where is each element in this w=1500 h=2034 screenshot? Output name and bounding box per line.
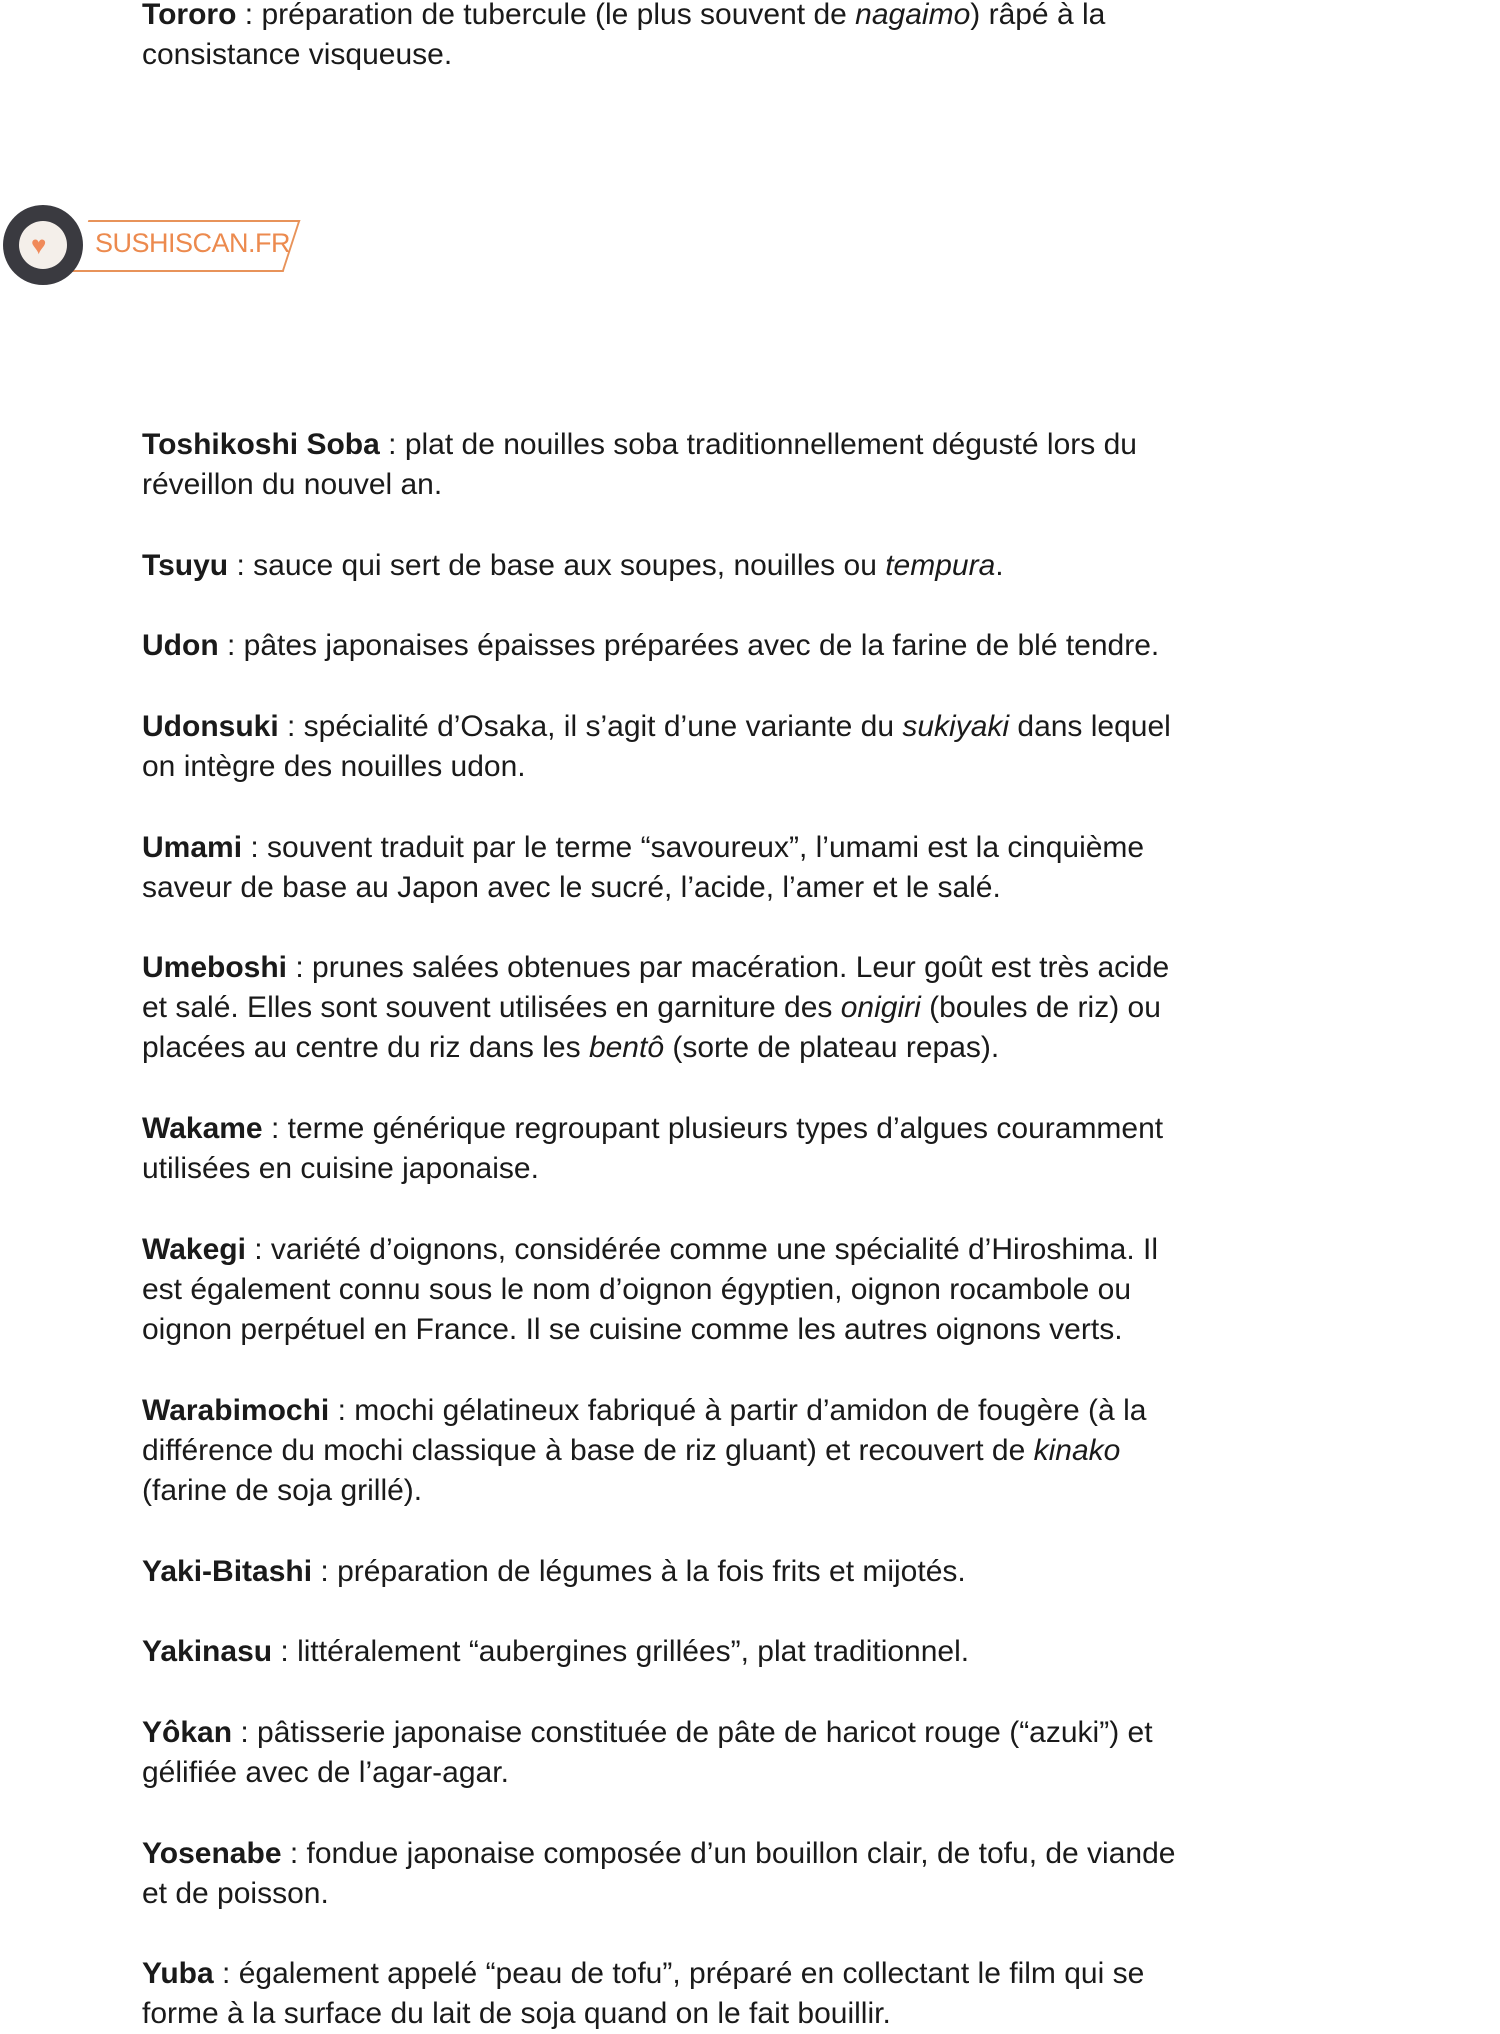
entry-definition: : préparation de tubercule (le plus souvent de (236, 0, 856, 31)
entry-term: Udon (142, 629, 219, 662)
glossary-entry (142, 546, 1382, 586)
entry-line (142, 1270, 1382, 1310)
entry-term: Umami (142, 831, 243, 864)
entry-line (142, 1874, 1382, 1914)
entry-term: Umeboshi (142, 951, 288, 984)
entry-line (142, 1834, 1382, 1874)
entry-italic-term: nagaimo (855, 0, 971, 31)
glossary-entry (142, 0, 1382, 75)
entry-line (142, 1713, 1382, 1753)
glossary-entry (142, 1230, 1382, 1350)
glossary-entry (142, 1954, 1382, 2034)
entry-term: Yuba (142, 1957, 214, 1990)
entry-definition: utilisées en cuisine japonaise. (142, 1152, 539, 1185)
glossary-entry (142, 1632, 1382, 1672)
entry-definition: : pâtisserie japonaise constituée de pâte de haricot rouge (“azuki”) et (232, 1716, 1153, 1749)
entry-line (142, 1552, 1382, 1592)
entry-definition: placées au centre du riz dans les (142, 1031, 589, 1064)
entry-definition: : fondue japonaise composée d’un bouillon clair, de tofu, de viande (281, 1837, 1176, 1870)
entry-term: Yaki-Bitashi (142, 1555, 313, 1588)
entry-line (142, 1994, 1382, 2034)
entry-definition: : pâtes japonaises épaisses préparées avec de la farine de blé tendre. (218, 629, 1160, 662)
entry-definition: : plat de nouilles soba traditionnellement dégusté lors du (379, 428, 1137, 461)
entry-definition: dans lequel (1009, 710, 1171, 743)
watermark (0, 200, 310, 290)
entry-italic-term: bentô (588, 1031, 665, 1064)
entry-line (142, 747, 1382, 787)
entry-line (142, 828, 1382, 868)
entry-term: Warabimochi (142, 1394, 330, 1427)
glossary-entry (142, 1552, 1382, 1592)
entry-line (142, 1753, 1382, 1793)
sushi-heart-icon: ♥ (3, 205, 83, 285)
entry-definition: : prunes salées obtenues par macération. Leur goût est très acide (287, 951, 1170, 984)
entry-definition: . (995, 549, 1004, 582)
entry-line (142, 1954, 1382, 1994)
entry-definition: : également appelé “peau de tofu”, préparé en collectant le film qui se (213, 1957, 1145, 1990)
entry-italic-term: sukiyaki (902, 710, 1010, 743)
watermark-text: SUSHISCAN.FR (95, 228, 291, 258)
entry-line (142, 0, 1382, 35)
entry-line (142, 35, 1382, 75)
entry-term: Toshikoshi Soba (142, 428, 380, 461)
entry-term: Yosenabe (142, 1837, 282, 1870)
entry-line (142, 1310, 1382, 1350)
glossary-entry (142, 1391, 1382, 1511)
entry-definition: différence du mochi classique à base de riz gluant) et recouvert de (142, 1434, 1034, 1467)
entry-definition: et de poisson. (142, 1877, 329, 1910)
glossary-entry (142, 1713, 1382, 1793)
entry-definition: : mochi gélatineux fabriqué à partir d’amidon de fougère (à la (329, 1394, 1147, 1427)
entry-line (142, 546, 1382, 586)
entry-italic-term: kinako (1033, 1434, 1121, 1467)
entry-definition: : terme générique regroupant plusieurs types d’algues couramment (262, 1112, 1164, 1145)
entry-definition: est également connu sous le nom d’oignon égyptien, oignon rocambole ou (142, 1273, 1132, 1306)
entry-line (142, 988, 1382, 1028)
entry-italic-term: onigiri (840, 991, 921, 1024)
entry-term: Yôkan (142, 1716, 233, 1749)
entry-line (142, 1431, 1382, 1471)
glossary-entry (142, 707, 1382, 787)
entry-definition: réveillon du nouvel an. (142, 468, 443, 501)
entry-definition: : littéralement “aubergines grillées”, plat traditionnel. (272, 1635, 970, 1668)
glossary-entry (142, 828, 1382, 908)
entry-line (142, 1028, 1382, 1068)
entry-line (142, 1632, 1382, 1672)
glossary-entry (142, 1109, 1382, 1189)
entry-line (142, 425, 1382, 465)
entry-line (142, 1391, 1382, 1431)
entry-line (142, 868, 1382, 908)
entry-line (142, 1149, 1382, 1189)
entry-definition: (sorte de plateau repas). (664, 1031, 1000, 1064)
entry-term: Yakinasu (142, 1635, 273, 1668)
entry-definition: (boules de riz) ou (920, 991, 1161, 1024)
entry-line (142, 948, 1382, 988)
entry-term: Wakame (142, 1112, 263, 1145)
entry-line (142, 626, 1382, 666)
entry-italic-term: tempura (885, 549, 996, 582)
entry-line (142, 707, 1382, 747)
glossary-entry (142, 1834, 1382, 1914)
entry-definition: oignon perpétuel en France. Il se cuisine comme les autres oignons verts. (142, 1313, 1123, 1346)
entry-definition: consistance visqueuse. (142, 38, 453, 71)
entry-line (142, 1230, 1382, 1270)
entry-definition: forme à la surface du lait de soja quand on le fait bouillir. (142, 1997, 891, 2030)
entry-term: Tororo (142, 0, 237, 31)
entry-definition: gélifiée avec de l’agar-agar. (142, 1756, 509, 1789)
glossary-entry (142, 948, 1382, 1068)
entry-definition: : sauce qui sert de base aux soupes, nouilles ou (228, 549, 886, 582)
entry-definition: : préparation de légumes à la fois frits et mijotés. (312, 1555, 966, 1588)
entry-line (142, 465, 1382, 505)
entry-definition: on intègre des nouilles udon. (142, 750, 526, 783)
entry-definition: : souvent traduit par le terme “savoureux”, l’umami est la cinquième (242, 831, 1145, 864)
entry-definition: ) râpé à la (970, 0, 1106, 31)
entry-definition: (farine de soja grillé). (142, 1474, 423, 1507)
entry-line (142, 1109, 1382, 1149)
entry-term: Wakegi (142, 1233, 246, 1266)
entry-definition: saveur de base au Japon avec le sucré, l’acide, l’amer et le salé. (142, 871, 1001, 904)
entry-definition: : spécialité d’Osaka, il s’agit d’une variante du (278, 710, 903, 743)
entry-definition: et salé. Elles sont souvent utilisées en garniture des (142, 991, 841, 1024)
entry-term: Udonsuki (142, 710, 279, 743)
entry-definition: : variété d’oignons, considérée comme une spécialité d’Hiroshima. Il (245, 1233, 1159, 1266)
glossary-entry (142, 626, 1382, 666)
entry-line (142, 1471, 1382, 1511)
entry-term: Tsuyu (142, 549, 229, 582)
glossary-entry (142, 425, 1382, 505)
